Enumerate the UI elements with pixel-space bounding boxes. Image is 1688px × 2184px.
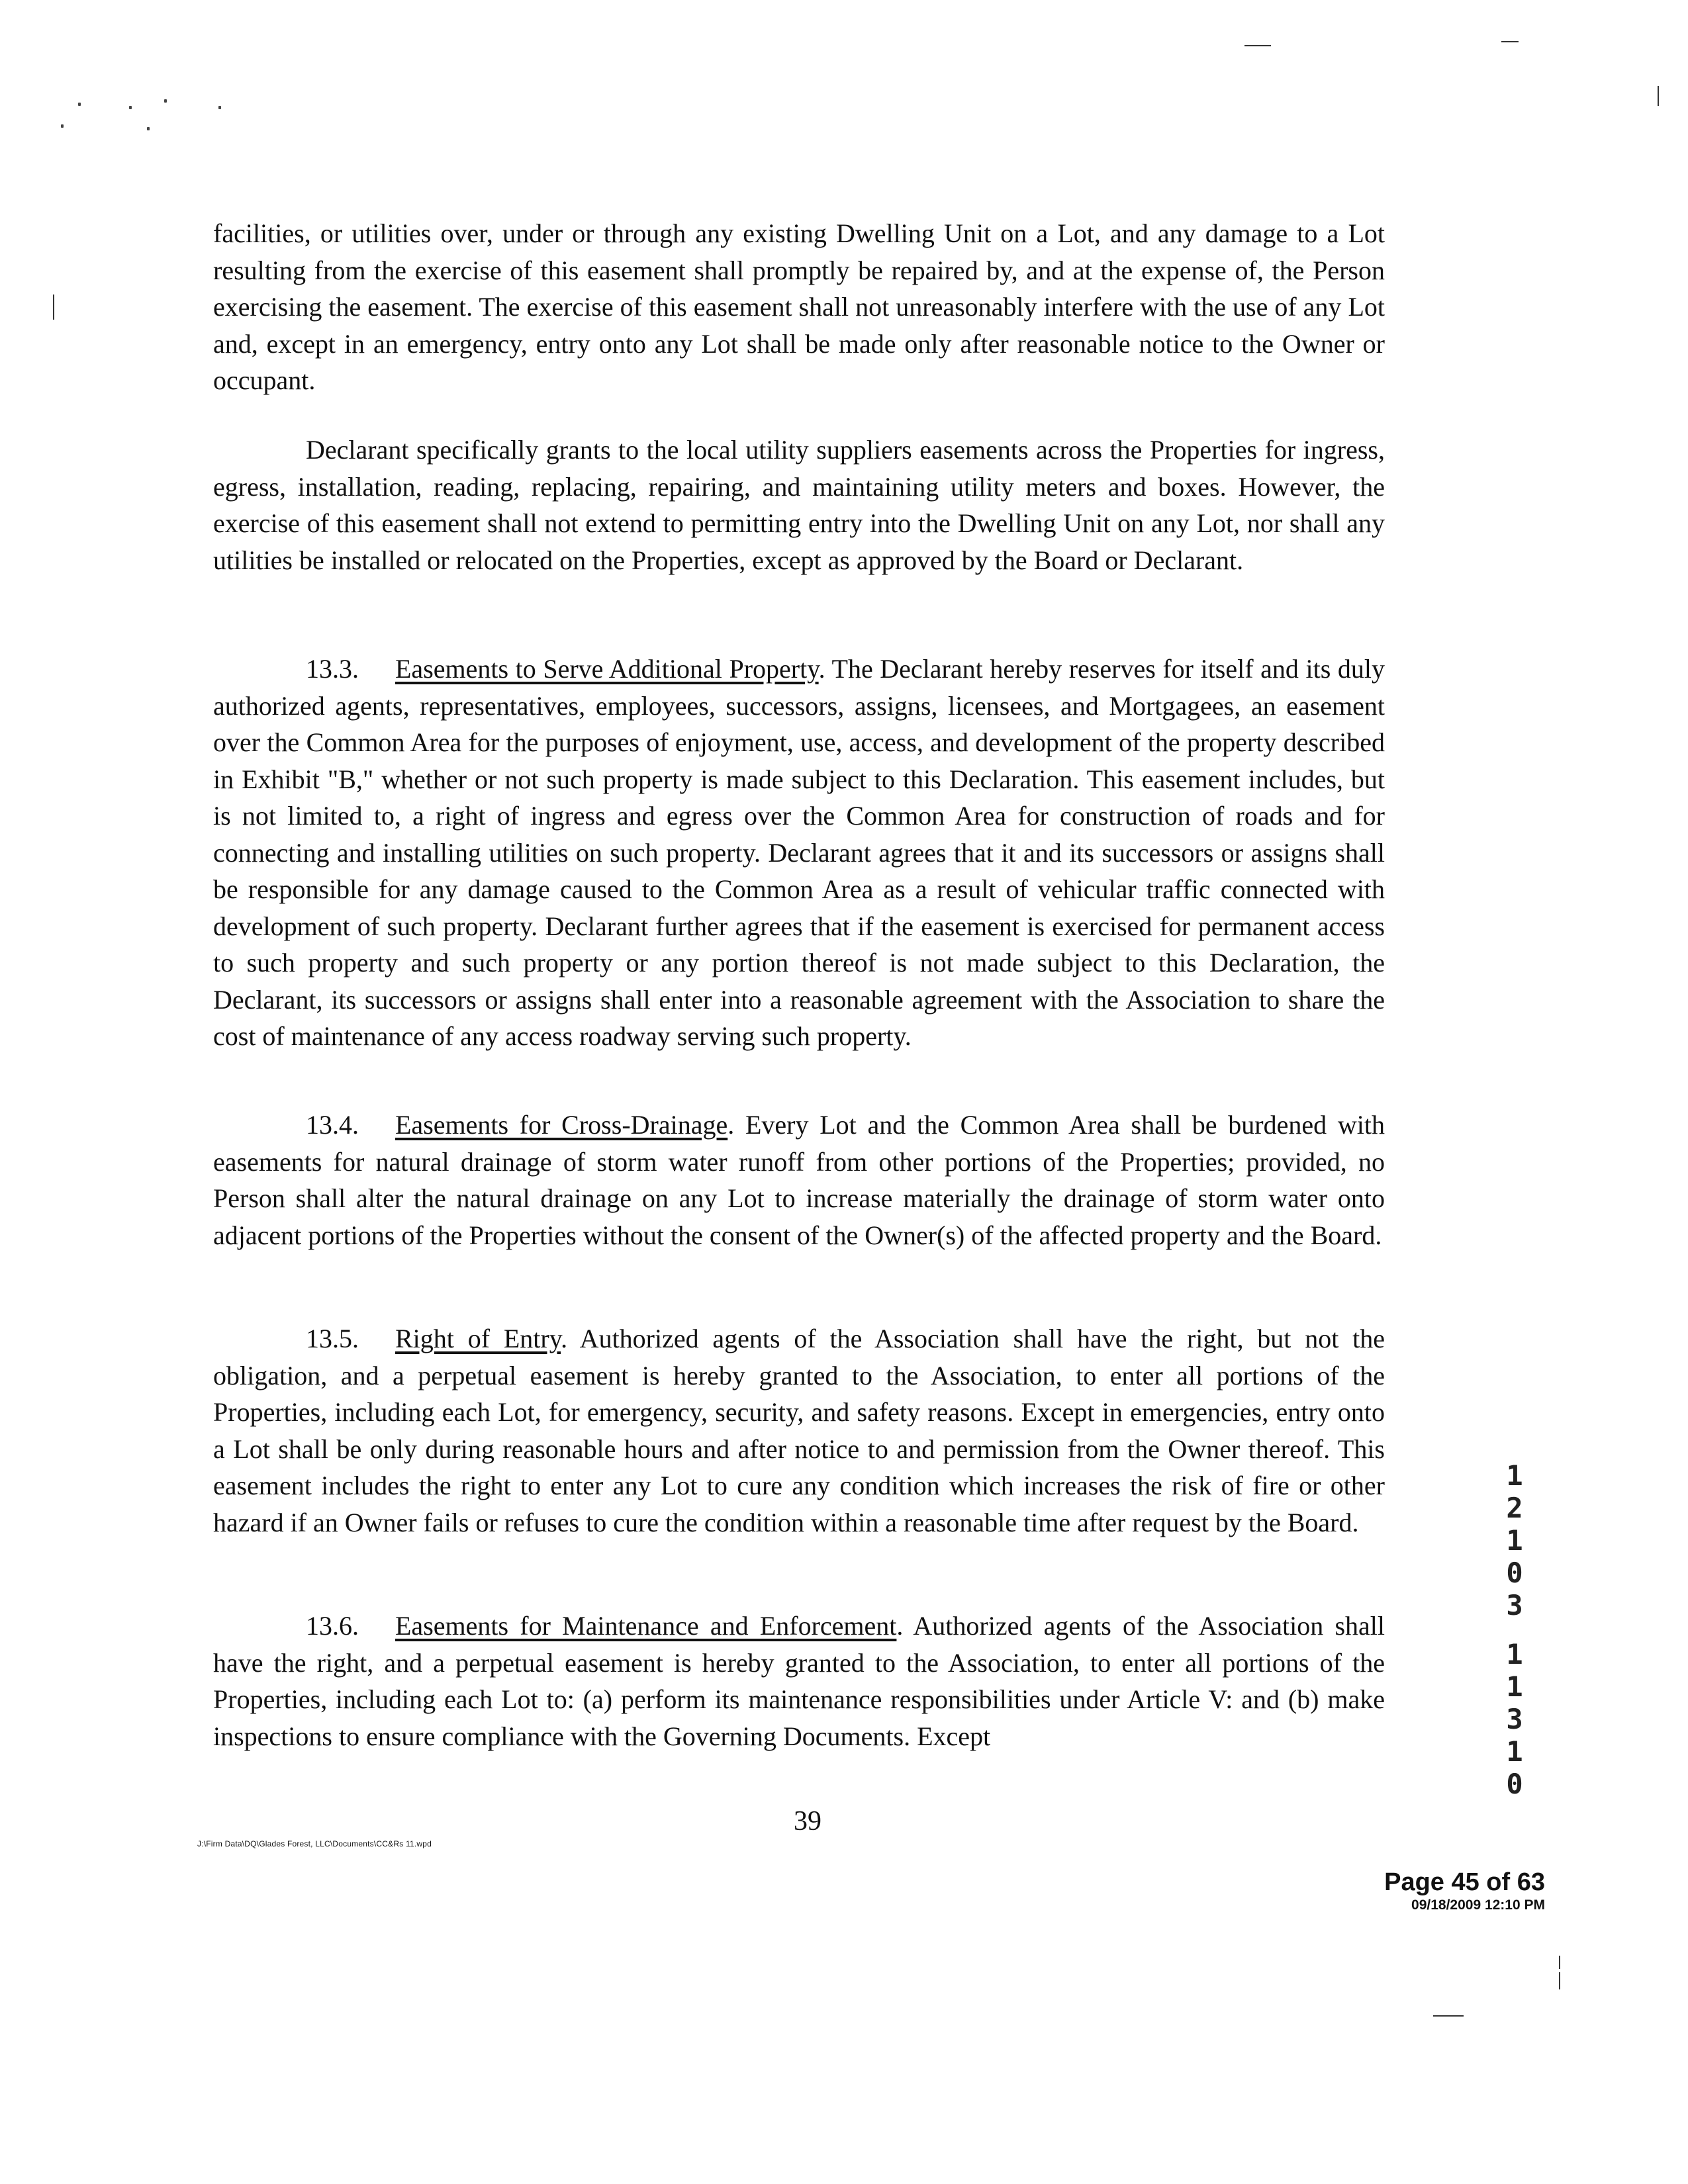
scan-dot xyxy=(129,106,132,109)
document-number-digit: 1 xyxy=(1506,1524,1523,1557)
document-number-digit: 1 xyxy=(1506,1459,1523,1492)
section-body: . Authorized agents of the Association shall have the right, but not the obligation, and a perpetual easement is hereby granted to the Association, to enter all portions of the Properties, including each Lot, for emergency, security, and safety reasons. Except in emergencies, entry onto a Lot shall be only during reasonable hours and after notice to and permission from the Owner thereof. This easement includes the right to enter any Lot to cure any condition which increases the risk of fire or other hazard if an Owner fails or refuses to cure the condition within a reasonable time after request by the Board. xyxy=(213,1324,1385,1537)
section-number: 13.5. xyxy=(306,1324,359,1353)
section-heading: Easements to Serve Additional Property xyxy=(395,654,819,684)
document-number-digit: 0 xyxy=(1506,1557,1523,1589)
scan-mark-left-1 xyxy=(53,295,54,320)
section-heading: Easements for Cross-Drainage xyxy=(395,1110,728,1140)
document-number-digit: 3 xyxy=(1506,1703,1523,1735)
recording-page-label: Page 45 of 63 xyxy=(1384,1868,1545,1896)
scan-dot xyxy=(147,127,150,130)
section-body: . Authorized agents of the Association shall have the right, and a perpetual easement is hereby granted to the Association, to enter all portions of the Properties, including each Lot to: (a) perform its maintenance responsibilities under Article V: and (b) make inspections to ensure compliance with the Governing Documents. Except xyxy=(213,1611,1385,1751)
scan-mark-right-1 xyxy=(1658,86,1659,106)
scan-mark-bottom-1 xyxy=(1433,2015,1464,2017)
document-number-digit: 1 xyxy=(1506,1735,1523,1768)
section-heading: Easements for Maintenance and Enforcement xyxy=(395,1611,897,1641)
document-number-digit: 2 xyxy=(1506,1492,1523,1524)
document-number-bottom xyxy=(1501,1638,1528,1800)
section-heading: Right of Entry xyxy=(395,1324,561,1353)
scan-dot xyxy=(61,124,64,128)
paragraph-utility-easement: Declarant specifically grants to the local utility suppliers easements across the Properties for ingress, egress, installation, reading, replacing, repairing, and maintaining utility meters and boxes. However, the exercise of this easement shall not extend to permitting entry into the Dwelling Unit on any Lot, nor shall any utilities be installed or relocated on the Properties, except as approved by the Board or Declarant. xyxy=(213,435,1385,575)
scan-mark-top-1 xyxy=(1244,45,1271,46)
section-body: . Every Lot and the Common Area shall be burdened with easements for natural drainage of storm water runoff from other portions of the Properties; provided, no Person shall alter the natural drainage on any Lot to increase materially the drainage of storm water onto adjacent portions of the Properties without the consent of the Owner(s) of the affected property and the Board. xyxy=(213,1110,1385,1250)
section-number: 13.6. xyxy=(306,1611,359,1641)
section-number: 13.4. xyxy=(306,1110,359,1140)
scan-mark-right-3 xyxy=(1559,1972,1560,1989)
section-body: . The Declarant hereby reserves for itself and its duly authorized agents, representatives, employees, successors, assigns, licensees, and Mortgagees, an easement over the Common Area for the purposes of enjoyment, use, access, and development of the property described in Exhibit "B," whether or not such property is made subject to this Declaration. This easement includes, but is not limited to, a right of ingress and egress over the Common Area for construction of roads and for connecting and installing utilities on such property. Declarant agrees that it and its successors or assigns shall be responsible for any damage caused to the Common Area as a result of vehicular traffic connected with development of such property. Declarant further agrees that if the easement is exercised for permanent access to such property and such property or any portion thereof is not made subject to this Declaration, the Declarant, its successors or assigns shall enter into a reasonable agreement with the Association to share the cost of maintenance of any access roadway serving such property. xyxy=(213,654,1385,1051)
document-number-digit: 1 xyxy=(1506,1670,1523,1703)
page-number: 39 xyxy=(794,1806,821,1837)
scan-mark-top-2 xyxy=(1501,41,1519,42)
section-13-5 xyxy=(213,1320,1385,1541)
section-13-4 xyxy=(213,1107,1385,1253)
scan-mark-right-2 xyxy=(1559,1956,1560,1969)
footer-file-path: J:\Firm Data\DQ\Glades Forest, LLC\Documents\CC&Rs 11.wpd xyxy=(197,1839,432,1848)
scan-dot xyxy=(218,106,221,109)
paragraph-continuation: facilities, or utilities over, under or through any existing Dwelling Unit on a Lot, and any damage to a Lot resulting from the exercise of this easement shall promptly be repaired by, and at the expense of, the Person exercising the easement. The exercise of this easement shall not unreasonably interfere with the use of any Lot and, except in an emergency, entry onto any Lot shall be made only after reasonable notice to the Owner or occupant. xyxy=(213,218,1385,395)
document-number-digit: 3 xyxy=(1506,1589,1523,1621)
section-number: 13.3. xyxy=(306,654,359,684)
scan-dot xyxy=(78,103,81,106)
document-number-top xyxy=(1501,1459,1528,1621)
section-13-3 xyxy=(213,651,1385,1055)
document-number-digit: 1 xyxy=(1506,1638,1523,1670)
document-number-digit: 0 xyxy=(1506,1768,1523,1800)
section-13-6 xyxy=(213,1608,1385,1754)
recording-datetime: 09/18/2009 12:10 PM xyxy=(1411,1897,1545,1913)
scan-dot xyxy=(164,99,167,103)
recording-stamp xyxy=(1384,1868,1545,1914)
